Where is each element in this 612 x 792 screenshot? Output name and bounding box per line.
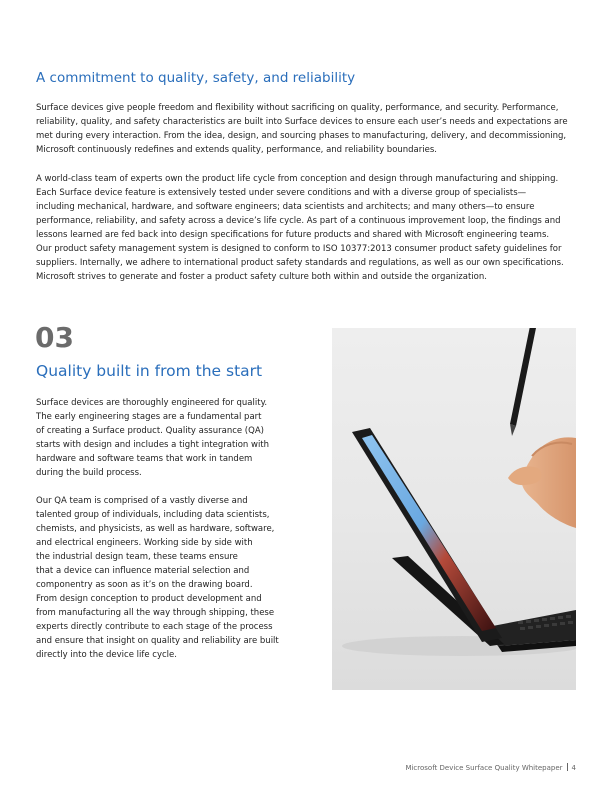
body-paragraph: Surface devices are thoroughly engineered for quality. The early engineering stages are a fundamental part of creating a Surface product. Quality assurance (QA) starts with design and includes a tight integration with hardware and software teams that work in tandem during the build process. <box>36 398 270 478</box>
body-paragraph: Surface devices give people freedom and flexibility without sacrificing on quality, performance, and security. Performance, reliability, quality, and safety characteristics are built into Surface devices to ensure each user’s needs and expectations are met during every interaction. From the idea, design, and sourcing phases to manufacturing, delivery, and decommissioning, Microsoft continuously redefines and extends quality, performance, and reliability boundaries. <box>36 103 568 155</box>
document-title: Microsoft Device Surface Quality Whitepaper <box>405 764 563 772</box>
body-paragraph: Our QA team is comprised of a vastly diverse and talented group of individuals, including data scientists, chemists, and physicists, as well as hardware, software, and electrical engineers. Working side by side with the industrial design team, these teams ensure that a device can influence material selection and componentry as soon as it’s on the drawing board. From design conception to product development and from manufacturing all the way through shipping, these experts directly contribute to each stage of the process and ensure that insight on quality and reliability are built directly into the device life cycle. <box>36 496 279 660</box>
body-paragraph: A world-class team of experts own the product life cycle from conception and design through manufacturing and shipping. Each Surface device feature is extensively tested under severe conditions and with a diverse group of specialists— including mechanical, hardware, and software engineers; data scientists and architects; and many others—to ensure performance, reliability, and safety across a device’s life cycle. As part of a continuous improvement loop, the findings and lessons learned are fed back into design specifications for future products and shared with Microsoft engineering teams. Our product safety management system is designed to conform to ISO 10377:2013 consumer product safety guidelines for suppliers. Internally, we adhere to international product safety standards and regulations, as well as our own specifications. Microsoft strives to generate and foster a product safety culture both within and outside the organization. <box>36 174 564 282</box>
section-number: 03 <box>35 321 74 354</box>
section-heading: A commitment to quality, safety, and reliability <box>36 70 356 86</box>
device-photo <box>332 328 576 690</box>
footer-separator <box>567 763 568 771</box>
page-number: 4 <box>571 764 576 772</box>
tablet-with-pen-illustration <box>332 328 576 690</box>
section-heading: Quality built in from the start <box>36 362 263 380</box>
page-footer <box>405 763 576 772</box>
